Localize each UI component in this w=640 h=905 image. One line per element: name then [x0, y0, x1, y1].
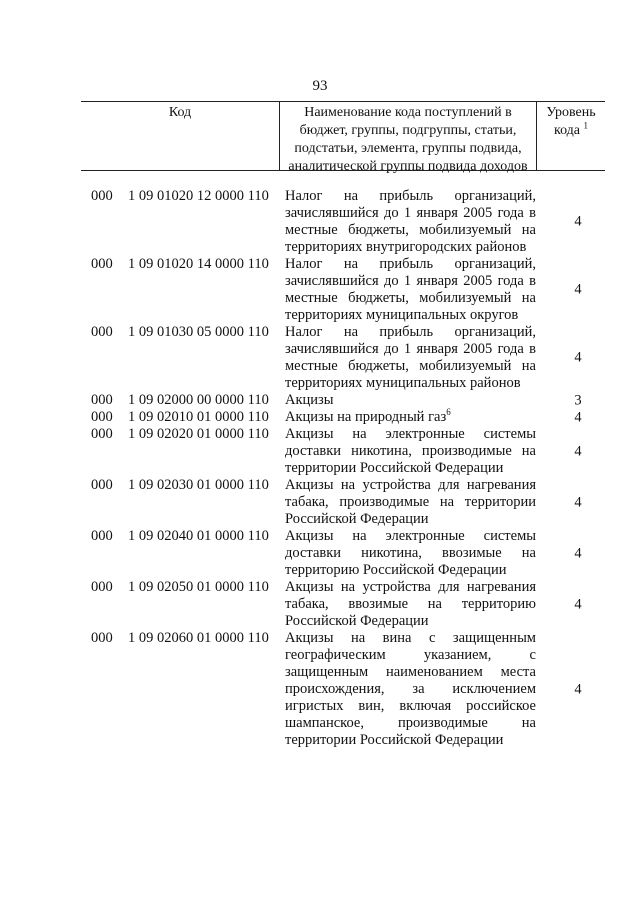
row-level: 4	[574, 409, 582, 425]
row-name-line	[285, 715, 536, 732]
row-name-text: зачислявшийся до 1 января 2005 года в	[285, 205, 536, 221]
row-name-text: Акцизы на вина с защищенным	[285, 630, 536, 646]
table-row	[0, 528, 640, 579]
row-name-text: Акцизы на электронные системы	[285, 426, 536, 442]
header-code: Код	[81, 102, 280, 170]
row-name-text: местные бюджеты, мобилизуемый на	[285, 290, 536, 306]
row-name-line	[285, 188, 536, 205]
footnote-marker: 6	[446, 407, 451, 418]
row-name-line	[285, 375, 536, 392]
header-level-text: кода	[553, 123, 581, 138]
row-name	[285, 477, 536, 528]
header-name-line: бюджет, группы, подгруппы, статьи,	[299, 123, 517, 138]
row-name-text: Налог на прибыль организаций,	[285, 256, 536, 272]
row-level: 4	[574, 494, 582, 510]
row-level: 4	[574, 596, 582, 612]
row-name-text: Российской Федерации	[285, 511, 429, 527]
row-name-line	[285, 205, 536, 222]
row-name-line	[285, 596, 536, 613]
row-admin-code: 000	[91, 324, 113, 340]
row-code: 1 09 02060 01 0000 110	[128, 630, 269, 646]
row-level: 3	[574, 392, 582, 408]
header-name-line: Наименование кода поступлений в	[304, 105, 512, 120]
row-name-line	[285, 732, 536, 749]
row-name-text: доставки никотина, ввозимые на	[285, 545, 536, 561]
row-name-line	[285, 545, 536, 562]
row-name	[285, 256, 536, 324]
row-name-line	[285, 647, 536, 664]
row-name	[285, 392, 536, 409]
row-name-text: табака, ввозимые на территорию	[285, 596, 536, 612]
table-row	[0, 188, 640, 256]
table-row	[0, 579, 640, 630]
row-name-text: Акцизы	[285, 392, 334, 408]
row-name-text: происхождения, за исключением	[285, 681, 536, 697]
row-name-text: защищенным наименованием места	[285, 664, 536, 680]
header-name	[280, 102, 537, 174]
row-name-text: доставки никотина, производимые на	[285, 443, 536, 459]
row-name-line	[285, 239, 536, 256]
table-row	[0, 392, 640, 409]
row-name-line	[285, 562, 536, 579]
row-code: 1 09 02000 00 0000 110	[128, 392, 269, 408]
table-header	[81, 101, 605, 174]
row-level: 4	[574, 443, 582, 459]
row-code: 1 09 01030 05 0000 110	[128, 324, 269, 340]
row-name-text: зачислявшийся до 1 января 2005 года в	[285, 341, 536, 357]
table-row	[0, 630, 640, 749]
header-level-line: Уровень	[546, 105, 596, 120]
row-name-text: табака, производимые на территории	[285, 494, 536, 510]
row-code: 1 09 02010 01 0000 110	[128, 409, 269, 425]
row-name-line	[285, 222, 536, 239]
row-name-text: территориях муниципальных районов	[285, 375, 521, 391]
row-name	[285, 324, 536, 392]
row-code: 1 09 02050 01 0000 110	[128, 579, 269, 595]
row-name-line	[285, 256, 536, 273]
row-name-line	[285, 307, 536, 324]
row-name-line	[285, 392, 536, 409]
header-level	[537, 102, 605, 170]
row-name-line	[285, 511, 536, 528]
row-name	[285, 528, 536, 579]
row-name-line	[285, 698, 536, 715]
row-admin-code: 000	[91, 392, 113, 408]
row-code: 1 09 02020 01 0000 110	[128, 426, 269, 442]
row-level: 4	[574, 545, 582, 561]
row-name-text: зачислявшийся до 1 января 2005 года в	[285, 273, 536, 289]
footnote-marker: 1	[583, 120, 589, 131]
row-name-text: Акцизы на устройства для нагревания	[285, 477, 536, 493]
row-admin-code: 000	[91, 188, 113, 204]
table-row	[0, 409, 640, 426]
header-name-line: аналитической группы подвида доходов	[288, 159, 528, 174]
row-name-line	[285, 341, 536, 358]
row-name-line	[285, 494, 536, 511]
row-name-text: географическим указанием, с	[285, 647, 536, 663]
row-admin-code: 000	[91, 256, 113, 272]
row-admin-code: 000	[91, 630, 113, 646]
row-name-line	[285, 477, 536, 494]
row-name-text: Налог на прибыль организаций,	[285, 324, 536, 340]
row-name-text: территориях внутригородских районов	[285, 239, 527, 255]
row-name-line	[285, 681, 536, 698]
row-name-line	[285, 460, 536, 477]
row-name-text: территориях муниципальных округов	[285, 307, 519, 323]
row-name	[285, 630, 536, 749]
row-name-line	[285, 528, 536, 545]
row-name-line	[285, 324, 536, 341]
row-name-text: территории Российской Федерации	[285, 460, 504, 476]
row-name-text: Налог на прибыль организаций,	[285, 188, 536, 204]
row-code: 1 09 02030 01 0000 110	[128, 477, 269, 493]
row-admin-code: 000	[91, 426, 113, 442]
row-level: 4	[574, 281, 582, 298]
row-name-line	[285, 273, 536, 290]
row-name-line	[285, 409, 536, 426]
row-name-line	[285, 358, 536, 375]
row-level: 4	[574, 213, 582, 230]
row-admin-code: 000	[91, 477, 113, 493]
table-body	[0, 188, 640, 749]
row-name-text: Акцизы на устройства для нагревания	[285, 579, 536, 595]
row-name-text: Акцизы на электронные системы	[285, 528, 536, 544]
table-row	[0, 426, 640, 477]
row-name	[285, 188, 536, 256]
header-name-line: подстатьи, элемента, группы подвида,	[294, 141, 522, 156]
table-row	[0, 256, 640, 324]
row-code: 1 09 01020 12 0000 110	[128, 188, 269, 204]
row-name	[285, 409, 536, 426]
row-name-text: местные бюджеты, мобилизуемый на	[285, 358, 536, 374]
row-name-line	[285, 613, 536, 630]
row-admin-code: 000	[91, 409, 113, 425]
row-code: 1 09 01020 14 0000 110	[128, 256, 269, 272]
row-name-text: шампанское, производимые на	[285, 715, 536, 731]
row-name-text: территории Российской Федерации	[285, 732, 504, 748]
row-name-text: игристых вин, включая российское	[285, 698, 536, 714]
row-code: 1 09 02040 01 0000 110	[128, 528, 269, 544]
page-number: 93	[312, 78, 328, 94]
row-name-text: территорию Российской Федерации	[285, 562, 507, 578]
row-name	[285, 579, 536, 630]
row-name-text: местные бюджеты, мобилизуемый на	[285, 222, 536, 238]
row-name-text: Российской Федерации	[285, 613, 429, 629]
table-row	[0, 324, 640, 392]
row-name-line	[285, 443, 536, 460]
row-name-line	[285, 290, 536, 307]
table-row	[0, 477, 640, 528]
row-name-line	[285, 630, 536, 647]
row-name-line	[285, 664, 536, 681]
row-level: 4	[574, 681, 582, 697]
header-level-line	[537, 122, 605, 140]
row-name	[285, 426, 536, 477]
row-name-text: Акцизы на природный газ	[285, 409, 447, 425]
row-admin-code: 000	[91, 579, 113, 595]
row-level: 4	[574, 349, 582, 366]
row-admin-code: 000	[91, 528, 113, 544]
row-name-line	[285, 426, 536, 443]
row-name-line	[285, 579, 536, 596]
